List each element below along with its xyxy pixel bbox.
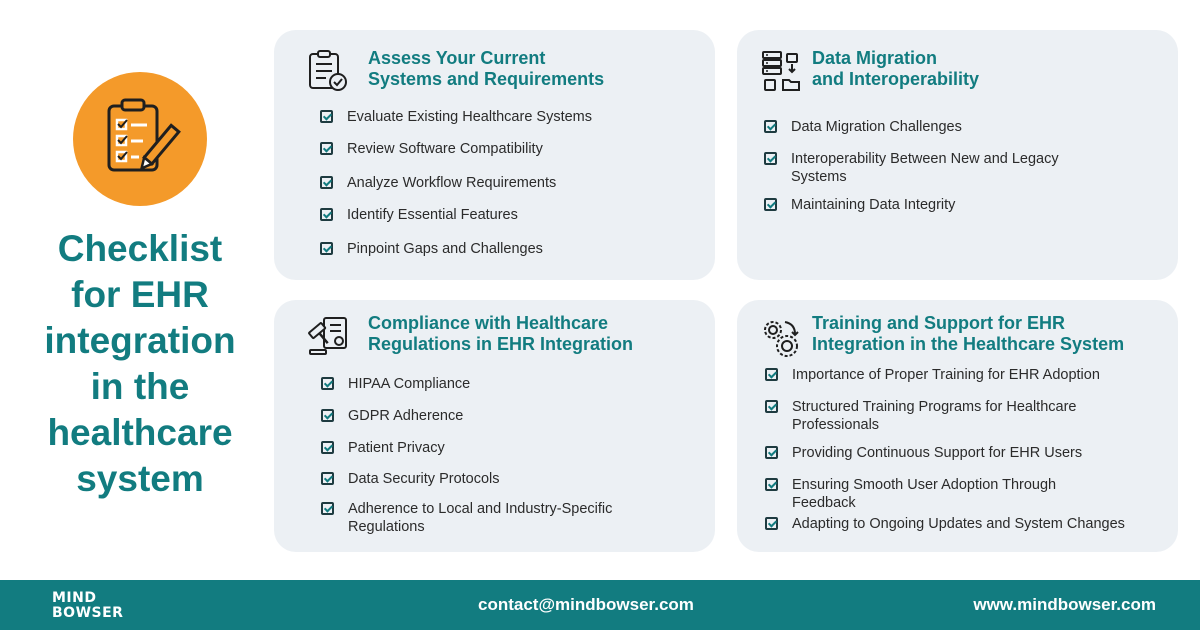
card-title <box>812 313 1124 355</box>
card-training-support <box>737 300 1178 552</box>
title-line: Checklist <box>57 228 223 269</box>
list-item <box>321 470 701 488</box>
title-line: for EHR <box>71 274 209 315</box>
list-item-text: Identify Essential Features <box>347 207 518 223</box>
card-title-line: Integration in the Healthcare System <box>812 334 1125 354</box>
card-compliance <box>274 300 715 552</box>
checkbox-icon <box>765 478 778 491</box>
list-item <box>321 375 701 393</box>
list-item <box>765 444 1170 462</box>
card-title-line: Regulations in EHR Integration <box>368 334 634 354</box>
card-title <box>368 48 604 90</box>
checkbox-icon <box>764 120 777 133</box>
list-item <box>320 240 700 258</box>
checkbox-icon <box>320 208 333 221</box>
list-item-text: HIPAA Compliance <box>348 376 471 392</box>
footer-bar <box>0 580 1200 630</box>
checkbox-icon <box>764 152 777 165</box>
checkbox-icon <box>764 198 777 211</box>
card-title-line: Assess Your Current <box>368 48 546 68</box>
list-item <box>765 515 1170 533</box>
checkbox-icon <box>765 400 778 413</box>
list-item <box>321 439 701 457</box>
checkbox-icon <box>765 446 778 459</box>
card-title-line: Systems and Requirements <box>368 69 605 89</box>
list-item <box>765 476 1105 512</box>
card-assess-systems <box>274 30 715 280</box>
list-item <box>764 196 1144 214</box>
card-title-line: and Interoperability <box>812 69 980 89</box>
checkbox-icon <box>320 110 333 123</box>
clipboard-pencil-icon <box>73 72 207 206</box>
card-title-line: Compliance with Healthcare <box>368 313 609 333</box>
website-link[interactable]: www.mindbowser.com <box>973 595 1156 614</box>
list-item-text: Data Security Protocols <box>348 471 500 487</box>
list-item-text: Maintaining Data Integrity <box>791 197 956 213</box>
title-line: healthcare <box>47 412 233 453</box>
gears-icon <box>759 316 803 360</box>
list-item-text: Pinpoint Gaps and Challenges <box>347 241 543 257</box>
checkbox-icon <box>321 409 334 422</box>
list-item <box>320 206 700 224</box>
card-title-line: Training and Support for EHR <box>812 313 1065 333</box>
checkbox-icon <box>321 441 334 454</box>
logo-line: MIND <box>52 590 97 606</box>
contact-email-link[interactable]: contact@mindbowser.com <box>478 595 694 614</box>
list-item <box>321 407 701 425</box>
checkbox-icon <box>765 368 778 381</box>
card-title <box>368 313 633 355</box>
list-item <box>320 108 700 126</box>
hero-checklist-badge <box>73 72 207 206</box>
card-title <box>812 48 979 90</box>
title-line: integration <box>44 320 236 361</box>
checkbox-icon <box>765 517 778 530</box>
card-title-line: Data Migration <box>812 48 938 68</box>
checkbox-icon <box>320 176 333 189</box>
logo-line: BOWSER <box>52 605 124 621</box>
list-item <box>765 366 1170 384</box>
clipboard-check-icon <box>308 50 348 92</box>
list-item-text: Review Software Compatibility <box>347 141 543 157</box>
list-item-text: Interoperability Between New and Legacy Systems <box>791 151 1059 185</box>
list-item <box>764 150 1084 186</box>
list-item <box>320 140 700 158</box>
list-item-text: Patient Privacy <box>348 440 445 456</box>
list-item-text: Ensuring Smooth User Adoption Through Feedback <box>792 477 1057 511</box>
checkbox-icon <box>321 502 334 515</box>
list-item <box>764 118 1144 136</box>
checkbox-icon <box>321 377 334 390</box>
list-item <box>320 174 700 192</box>
checkbox-icon <box>321 472 334 485</box>
list-item <box>321 500 651 536</box>
checkbox-icon <box>320 142 333 155</box>
compliance-gavel-icon <box>308 314 350 356</box>
list-item-text: Evaluate Existing Healthcare Systems <box>347 109 592 125</box>
list-item-text: Structured Training Programs for Healthcare Professionals <box>792 399 1077 433</box>
data-transfer-icon <box>761 50 801 92</box>
card-data-migration <box>737 30 1178 280</box>
list-item-text: Analyze Workflow Requirements <box>347 175 557 191</box>
mindbowser-logo[interactable] <box>52 591 123 621</box>
list-item-text: Providing Continuous Support for EHR Users <box>792 445 1083 461</box>
list-item-text: Data Migration Challenges <box>791 119 962 135</box>
list-item-text: Importance of Proper Training for EHR Adoption <box>792 367 1100 383</box>
title-line: system <box>76 458 204 499</box>
title-line: in the <box>90 366 190 407</box>
checkbox-icon <box>320 242 333 255</box>
list-item-text: Adapting to Ongoing Updates and System Changes <box>792 516 1125 532</box>
list-item <box>765 398 1105 434</box>
list-item-text: GDPR Adherence <box>348 408 464 424</box>
page-title <box>20 226 260 502</box>
list-item-text: Adherence to Local and Industry-Specific Regulations <box>348 501 613 535</box>
